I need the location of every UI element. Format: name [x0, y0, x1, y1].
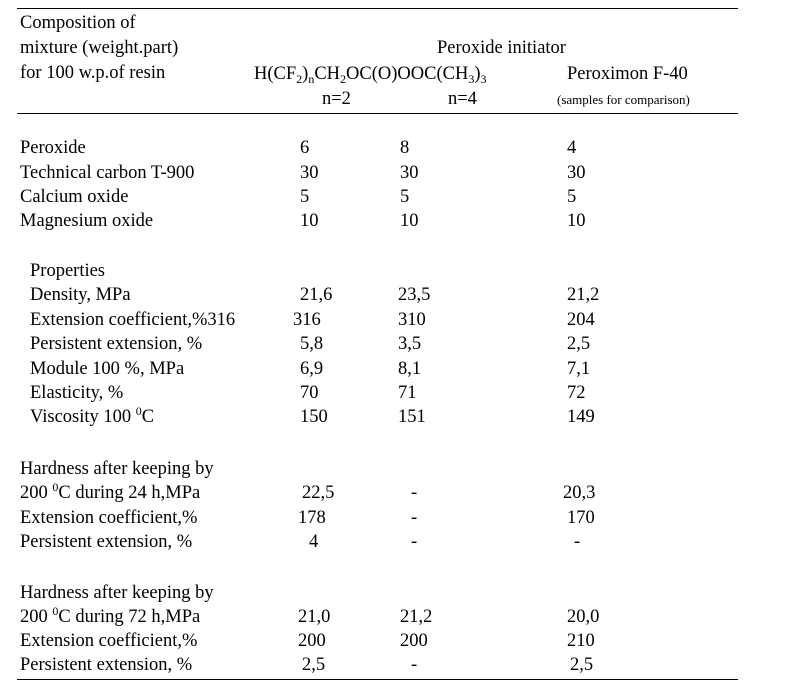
row-v2: 10: [400, 211, 419, 231]
section-title: Hardness after keeping by: [20, 459, 214, 479]
row-v3: 4: [567, 138, 577, 158]
row-v1: 200: [298, 631, 326, 651]
row-v2: 5: [400, 187, 410, 207]
row-v2: 151: [398, 407, 426, 427]
row-v2: 71: [398, 383, 417, 403]
row-label: 200 $^0$C during 24 h,MPa: [20, 480, 201, 503]
row-v3: 20,0: [567, 607, 600, 627]
header-ref-note: (samples for comparison): [557, 92, 690, 107]
row-v3: 2,5: [570, 655, 594, 675]
row-v2: 21,2: [400, 607, 433, 627]
row-v1: 70: [300, 383, 319, 403]
row-label: Elasticity, %: [30, 383, 124, 403]
row-v2: 3,5: [398, 334, 422, 354]
row-v3: 10: [567, 211, 586, 231]
row-v2: 200: [400, 631, 428, 651]
header-rule: [17, 113, 738, 114]
row-v1: 30: [300, 163, 319, 183]
row-v3: 30: [567, 163, 586, 183]
row-label: Persistent extension, %: [20, 532, 193, 552]
row-v1: 2,5: [302, 655, 326, 675]
header-formula: $H(CF_2)_nCH_2OC(O)OOC(CH_3)_3$: [254, 64, 487, 86]
row-label: Viscosity 100 $^0$C: [30, 404, 155, 427]
row-v1: 4: [309, 532, 319, 552]
header-col1-line2: mixture (weight.part): [20, 38, 179, 58]
row-v1: 10: [300, 211, 319, 231]
row-v2: 310: [398, 310, 426, 330]
row-v2: 23,5: [398, 285, 431, 305]
row-label: Module 100 %, MPa: [30, 359, 185, 379]
row-v3: 72: [567, 383, 586, 403]
row-label: Extension coefficient,%: [20, 631, 198, 651]
row-label: Peroxide: [20, 138, 86, 158]
row-v2: 8: [400, 138, 410, 158]
row-v3: 2,5: [567, 334, 591, 354]
row-v1: 21,6: [300, 285, 333, 305]
row-v3: 5: [567, 187, 577, 207]
row-v3: -: [574, 532, 581, 552]
row-label: Technical carbon T-900: [20, 163, 195, 183]
row-v1: 22,5: [302, 483, 335, 503]
row-label: Persistent extension, %: [20, 655, 193, 675]
row-v2: -: [411, 483, 418, 503]
row-v1: 178: [298, 508, 326, 528]
row-v3: 204: [567, 310, 595, 330]
row-v2: 30: [400, 163, 419, 183]
row-v2: 8,1: [398, 359, 422, 379]
row-label: Magnesium oxide: [20, 211, 154, 231]
row-v2: -: [411, 508, 418, 528]
row-label: Persistent extension, %: [30, 334, 203, 354]
header-n2: n=2: [322, 89, 351, 109]
row-label: Extension coefficient,%316: [30, 310, 236, 330]
header-ref-name: Peroximon F-40: [567, 64, 688, 84]
row-v3: 21,2: [567, 285, 600, 305]
header-col1-line3: for 100 w.p.of resin: [20, 63, 166, 83]
header-col1-line1: Composition of: [20, 13, 136, 33]
row-v3: 7,1: [567, 359, 591, 379]
header-n4: n=4: [448, 89, 477, 109]
table-bottom-rule: [17, 679, 738, 680]
row-v3: 20,3: [563, 483, 596, 503]
row-label: Calcium oxide: [20, 187, 129, 207]
row-label: Density, MPa: [30, 285, 131, 305]
row-v2: -: [411, 655, 418, 675]
row-v3: 149: [567, 407, 595, 427]
row-v1: 5,8: [300, 334, 324, 354]
row-v1: 6,9: [300, 359, 324, 379]
row-v1: 21,0: [298, 607, 331, 627]
row-v3: 170: [567, 508, 595, 528]
row-v1: 5: [300, 187, 310, 207]
table-top-rule: [17, 8, 738, 9]
row-label: Extension coefficient,%: [20, 508, 198, 528]
properties-title: Properties: [30, 261, 106, 281]
header-initiator-title: Peroxide initiator: [437, 38, 566, 58]
row-v1: 150: [300, 407, 328, 427]
row-v1: 6: [300, 138, 310, 158]
section-title: Hardness after keeping by: [20, 583, 214, 603]
row-v1: 316: [293, 310, 321, 330]
row-v3: 210: [567, 631, 595, 651]
row-label: 200 $^0$C during 72 h,MPa: [20, 604, 201, 627]
row-v2: -: [411, 532, 418, 552]
